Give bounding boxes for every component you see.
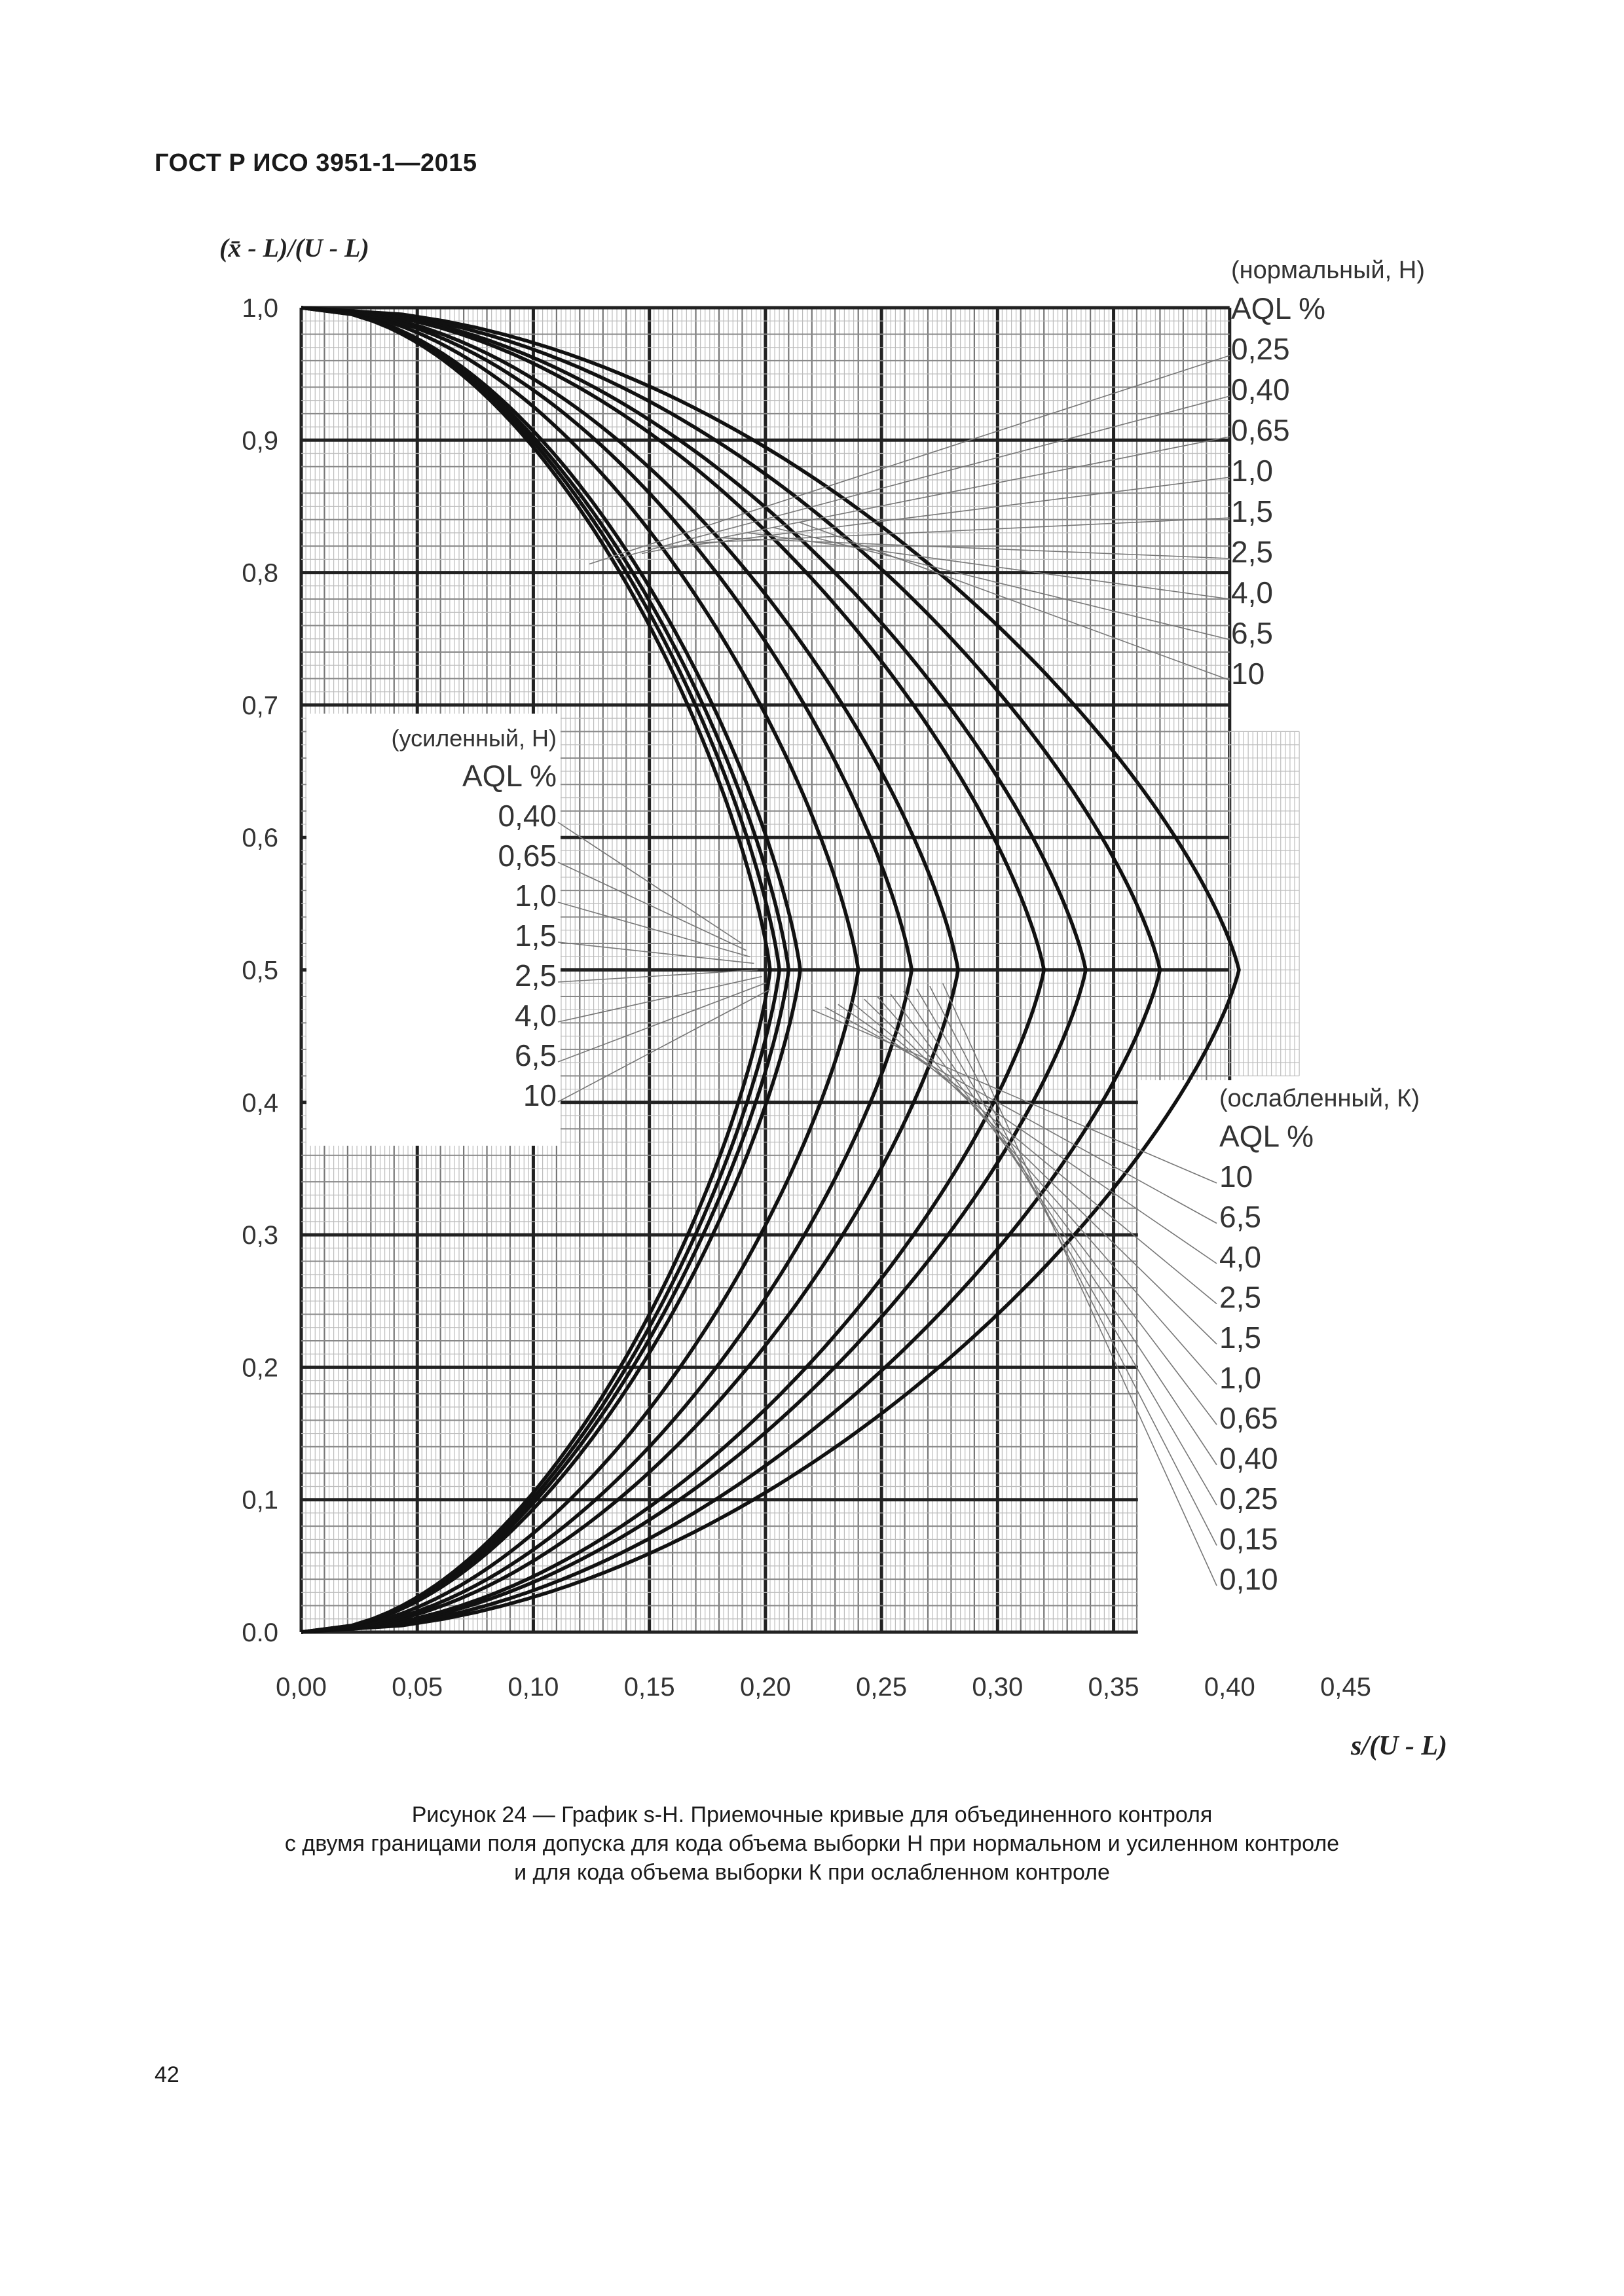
legend-reduced-item: 0,10 xyxy=(1219,1562,1278,1596)
legend-normal-title: (нормальный, Н) xyxy=(1231,257,1425,284)
x-tick-label: 0,40 xyxy=(1204,1673,1255,1702)
x-tick-label: 0,20 xyxy=(739,1673,791,1702)
legend-reduced-item: 1,0 xyxy=(1219,1360,1261,1395)
leader-normal xyxy=(720,538,1230,559)
caption-line-1: Рисунок 24 — График s-H. Приемочные кривые для объединенного контроля xyxy=(411,1802,1213,1827)
y-tick-label: 1,0 xyxy=(242,294,278,323)
leader-normal xyxy=(668,477,1230,549)
legend-reduced-item: 6,5 xyxy=(1219,1199,1261,1234)
legend-normal-item: 0,65 xyxy=(1231,413,1290,447)
legend-tightened-item: 1,5 xyxy=(515,919,557,953)
y-tick-label: 0,7 xyxy=(242,691,278,720)
legend-tightened-item: 1,0 xyxy=(515,879,557,913)
x-axis-label: s/(U - L) xyxy=(1351,1731,1447,1761)
legend-reduced-item: 0,15 xyxy=(1219,1522,1278,1556)
legend-normal-item: 10 xyxy=(1231,657,1265,691)
y-tick-label: 0.0 xyxy=(242,1618,278,1647)
x-tick-label: 0,05 xyxy=(392,1673,443,1702)
x-tick-label: 0,00 xyxy=(276,1673,327,1702)
y-tick-label: 0,2 xyxy=(242,1353,278,1383)
x-tick-label: 0,45 xyxy=(1320,1673,1371,1702)
figure-caption xyxy=(0,1800,1624,1887)
legend-normal-item: 1,5 xyxy=(1231,494,1273,528)
y-tick-label: 0,4 xyxy=(242,1088,278,1118)
caption-line-2: с двумя границами поля допуска для кода объема выборки Н при нормальном и усиленном контроле xyxy=(284,1831,1340,1856)
y-tick-label: 0,8 xyxy=(242,558,278,588)
legend-normal-item: 4,0 xyxy=(1231,575,1273,610)
legend-tightened-title: (усиленный, Н) xyxy=(391,725,557,752)
legend-normal-item: 6,5 xyxy=(1231,616,1273,650)
legend-tightened-subtitle: AQL % xyxy=(462,759,557,793)
legend-reduced-item: 10 xyxy=(1219,1159,1253,1194)
legend-tightened-item: 10 xyxy=(523,1078,557,1112)
legend-tightened-item: 0,40 xyxy=(498,799,557,833)
y-tick-label: 0,1 xyxy=(242,1485,278,1515)
legend-tightened-item: 0,65 xyxy=(498,839,557,873)
x-tick-label: 0,10 xyxy=(507,1673,559,1702)
legend-normal-item: 0,25 xyxy=(1231,332,1290,366)
leader-tightened xyxy=(558,862,746,951)
legend-tightened-item: 2,5 xyxy=(515,958,557,993)
legend-reduced-item: 0,25 xyxy=(1219,1482,1278,1516)
y-tick-label: 0,6 xyxy=(242,824,278,853)
legend-normal-subtitle: AQL % xyxy=(1231,291,1326,325)
document-header: ГОСТ Р ИСО 3951-1—2015 xyxy=(155,149,477,177)
x-tick-label: 0,15 xyxy=(623,1673,675,1702)
leader-normal xyxy=(773,528,1230,640)
x-tick-label: 0,30 xyxy=(972,1673,1024,1702)
y-tick-label: 0,9 xyxy=(242,426,278,456)
y-tick-label: 0,5 xyxy=(242,956,278,985)
legend-normal-item: 1,0 xyxy=(1231,454,1273,488)
legend-reduced-item: 4,0 xyxy=(1219,1240,1261,1274)
x-tick-label: 0,25 xyxy=(856,1673,908,1702)
y-axis-label: (x̄ - L)/(U - L) xyxy=(219,233,369,263)
legend-reduced-item: 0,65 xyxy=(1219,1401,1278,1435)
legend-reduced-item: 1,5 xyxy=(1219,1321,1261,1355)
page-number: 42 xyxy=(155,2062,179,2087)
legend-normal-item: 2,5 xyxy=(1231,535,1273,569)
legend-tightened-item: 4,0 xyxy=(515,998,557,1032)
legend-tightened-item: 6,5 xyxy=(515,1038,557,1072)
chart-grid xyxy=(301,249,1471,1643)
legend-reduced-item: 2,5 xyxy=(1219,1280,1261,1315)
caption-line-3: и для кода объема выборки К при ослабленном контроле xyxy=(514,1860,1110,1885)
x-tick-label: 0,35 xyxy=(1088,1673,1139,1702)
leader-tightened xyxy=(558,942,754,964)
legend-reduced-subtitle: AQL % xyxy=(1219,1119,1314,1154)
legend-reduced-item: 0,40 xyxy=(1219,1441,1278,1476)
y-tick-label: 0,3 xyxy=(242,1221,278,1250)
legend-reduced-title: (ослабленный, К) xyxy=(1219,1085,1420,1112)
legend-normal-item: 0,40 xyxy=(1231,373,1290,407)
